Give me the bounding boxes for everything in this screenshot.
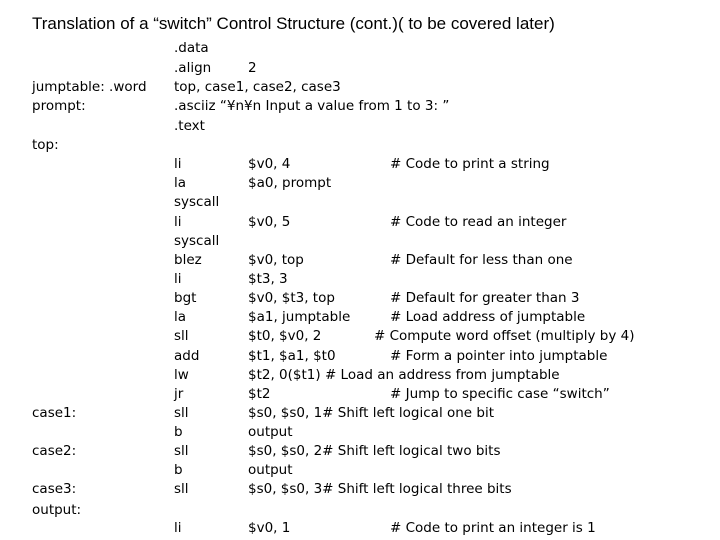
instruction-op: li (174, 156, 182, 172)
instruction-op: add (174, 348, 200, 364)
instruction-args: $t2 (248, 386, 271, 402)
instruction-op: li (174, 520, 182, 536)
label-top: top: (32, 137, 59, 153)
instruction-args: $v0, $t3, top (248, 290, 335, 306)
instruction-args: $s0, $s0, 1# Shift left logical one bit (248, 405, 495, 421)
instruction-comment: # Default for less than one (390, 252, 573, 268)
instruction-args: $t0, $v0, 2 (248, 328, 322, 344)
align-value: 2 (248, 60, 257, 76)
instruction-comment: # Code to read an integer (390, 214, 567, 230)
instruction-op: la (174, 175, 187, 191)
label-prompt: prompt: (32, 98, 86, 114)
instruction-op: sll (174, 481, 189, 497)
instruction-op: sll (174, 328, 189, 344)
label-output: output: (32, 502, 82, 518)
instruction-op: syscall (174, 233, 220, 249)
instruction-op: b (174, 462, 183, 478)
instruction-op: jr (174, 386, 184, 402)
label-case1: case1: (32, 405, 77, 421)
instruction-args: $a0, prompt (248, 175, 332, 191)
data-directive: .data (174, 40, 209, 56)
instruction-args: $s0, $s0, 2# Shift left logical two bits (248, 443, 501, 459)
instruction-args: $s0, $s0, 3# Shift left logical three bits (248, 481, 512, 497)
instruction-comment: # Code to print an integer is 1 (390, 520, 596, 536)
text-directive: .text (174, 118, 205, 134)
instruction-args: output (248, 424, 293, 440)
instruction-args: output (248, 462, 293, 478)
instruction-args: $t1, $a1, $t0 (248, 348, 336, 364)
label-case2: case2: (32, 443, 77, 459)
instruction-comment: # Jump to specific case “switch” (390, 386, 610, 402)
instruction-comment: # Form a pointer into jumptable (390, 348, 608, 364)
instruction-op: lw (174, 367, 189, 383)
asciiz-directive: .asciiz “¥n¥n Input a value from 1 to 3: ” (174, 98, 450, 114)
instruction-op: blez (174, 252, 202, 268)
instruction-args: $t3, 3 (248, 271, 288, 287)
instruction-op: sll (174, 443, 189, 459)
instruction-comment: # Default for greater than 3 (390, 290, 580, 306)
instruction-args: $v0, top (248, 252, 304, 268)
instruction-args: $t2, 0($t1) # Load an address from jumptable (248, 367, 560, 383)
instruction-op: li (174, 214, 182, 230)
instruction-op: la (174, 309, 187, 325)
instruction-args: $v0, 4 (248, 156, 291, 172)
instruction-comment: # Compute word offset (multiply by 4) (374, 328, 635, 344)
instruction-args: $v0, 5 (248, 214, 291, 230)
align-directive: .align (174, 60, 212, 76)
instruction-op: bgt (174, 290, 197, 306)
instruction-op: syscall (174, 194, 220, 210)
label-case3: case3: (32, 481, 77, 497)
instruction-args: $v0, 1 (248, 520, 291, 536)
instruction-comment: # Code to print a string (390, 156, 550, 172)
instruction-op: sll (174, 405, 189, 421)
word-list: top, case1, case2, case3 (174, 79, 341, 95)
instruction-comment: # Load address of jumptable (390, 309, 586, 325)
slide-title: Translation of a “switch” Control Structure (cont.)( to be covered later) (32, 14, 555, 33)
instruction-op: b (174, 424, 183, 440)
instruction-op: li (174, 271, 182, 287)
label-jumptable: jumptable: .word (32, 79, 147, 95)
instruction-args: $a1, jumptable (248, 309, 351, 325)
